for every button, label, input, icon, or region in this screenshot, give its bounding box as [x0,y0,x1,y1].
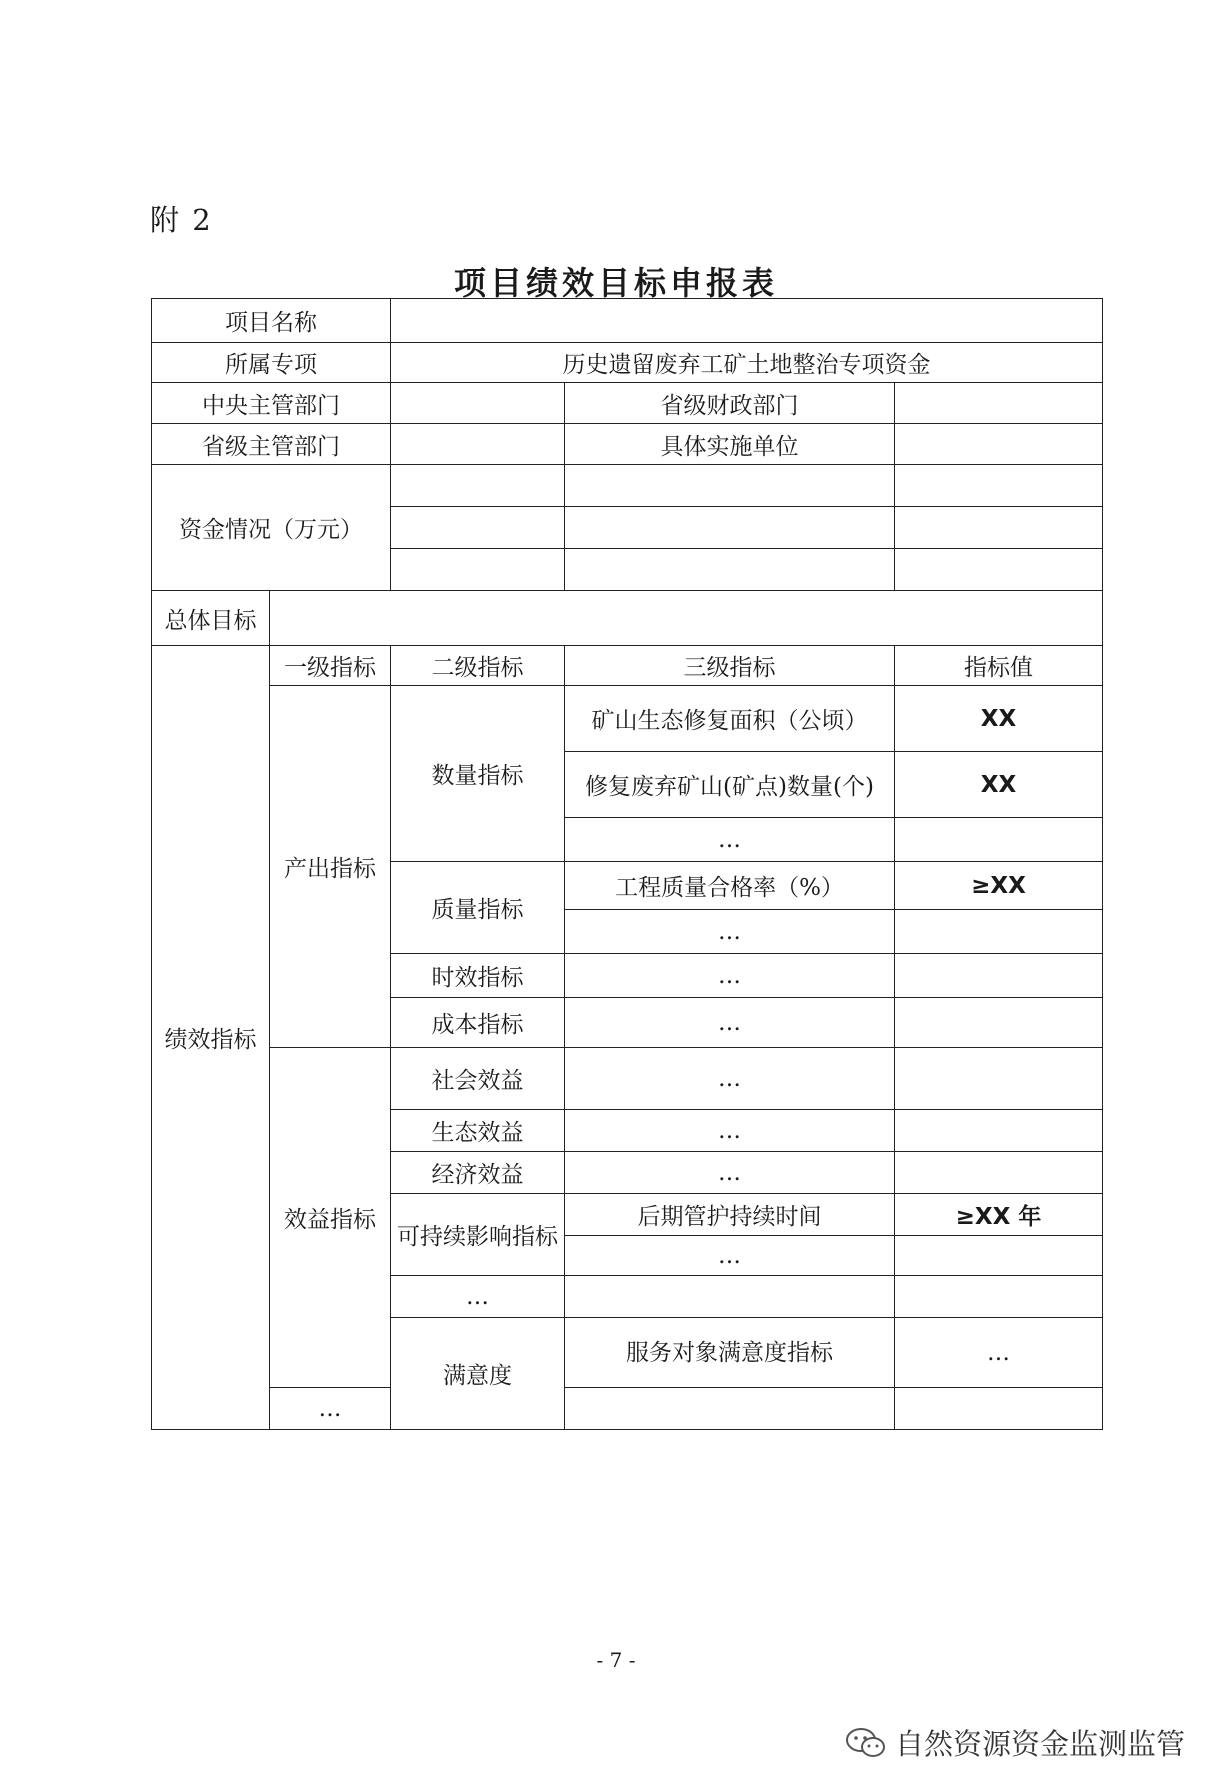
social-item: … [565,1048,895,1110]
satisfaction-indicator: 满意度 [391,1318,565,1430]
quantity-item-1: 矿山生态修复面积（公顷） [565,686,895,752]
label-provincial-dept: 省级主管部门 [152,424,391,465]
sustainable-value-more [895,1236,1103,1276]
label-performance: 绩效指标 [152,646,270,1430]
quantity-item-2: 修复废弃矿山(矿点)数量(个) [565,752,895,818]
quality-value-1: ≥XX [895,862,1103,910]
header-level2: 二级指标 [391,646,565,686]
attachment-label: 附 2 [150,203,213,237]
field-provincial-finance [895,383,1103,424]
field-implementer [895,424,1103,465]
ecological-item: … [565,1110,895,1152]
funding-cell [391,465,565,507]
quality-indicator: 质量指标 [391,862,565,954]
watermark [845,1722,1185,1763]
quality-value-more [895,910,1103,954]
quantity-value-more [895,818,1103,862]
quantity-indicator: 数量指标 [391,686,565,862]
funding-cell [565,507,895,549]
performance-goal-form [151,298,1103,1430]
field-provincial-dept [391,424,565,465]
quantity-item-more: … [565,818,895,862]
funding-cell [565,549,895,591]
ecological-benefit: 生态效益 [391,1110,565,1152]
label-special-item: 所属专项 [152,343,391,383]
timeliness-indicator: 时效指标 [391,954,565,998]
cost-value [895,998,1103,1048]
header-value: 指标值 [895,646,1103,686]
satisfaction-more: … [270,1388,391,1430]
benefit-more: … [391,1276,565,1318]
funding-cell [391,549,565,591]
social-benefit: 社会效益 [391,1048,565,1110]
economic-value [895,1152,1103,1194]
satisfaction-item: … [895,1318,1103,1388]
form-title: 项目绩效目标申报表 [453,264,778,302]
label-provincial-finance: 省级财政部门 [565,383,895,424]
field-special-item: 历史遗留废弃工矿土地整治专项资金 [391,343,1103,383]
sustainable-indicator: 可持续影响指标 [391,1194,565,1276]
benefit-more-item [565,1276,895,1318]
sustainable-item-more: … [565,1236,895,1276]
label-project-name: 项目名称 [152,299,391,343]
label-implementer: 具体实施单位 [565,424,895,465]
quality-item-more: … [565,910,895,954]
economic-benefit: 经济效益 [391,1152,565,1194]
funding-cell [895,507,1103,549]
quantity-value-1: XX [895,686,1103,752]
quality-item-1: 工程质量合格率（%） [565,862,895,910]
ecological-value [895,1110,1103,1152]
funding-cell [895,465,1103,507]
satisfaction-more-item [565,1388,895,1430]
header-level1: 一级指标 [270,646,391,686]
funding-cell [565,465,895,507]
satisfaction-sub-indicator: 服务对象满意度指标 [565,1318,895,1388]
cost-item: … [565,998,895,1048]
wechat-icon [845,1727,887,1759]
social-value [895,1048,1103,1110]
funding-cell [895,549,1103,591]
field-overall-goal [270,591,1103,646]
quantity-value-2: XX [895,752,1103,818]
label-central-dept: 中央主管部门 [152,383,391,424]
field-project-name [391,299,1103,343]
timeliness-value [895,954,1103,998]
page-number: - 7 - [596,1648,636,1672]
sustainable-value-1: ≥XX 年 [895,1194,1103,1236]
header-level3: 三级指标 [565,646,895,686]
output-indicator: 产出指标 [270,686,391,1048]
label-funding: 资金情况（万元） [152,465,391,591]
funding-cell [391,507,565,549]
benefit-indicator: 效益指标 [270,1048,391,1388]
sustainable-item-1: 后期管护持续时间 [565,1194,895,1236]
timeliness-item: … [565,954,895,998]
benefit-more-value [895,1276,1103,1318]
satisfaction-more-value [895,1388,1103,1430]
field-central-dept [391,383,565,424]
economic-item: … [565,1152,895,1194]
label-overall-goal: 总体目标 [152,591,270,646]
cost-indicator: 成本指标 [391,998,565,1048]
watermark-text: 自然资源资金监测监管 [895,1727,1186,1761]
